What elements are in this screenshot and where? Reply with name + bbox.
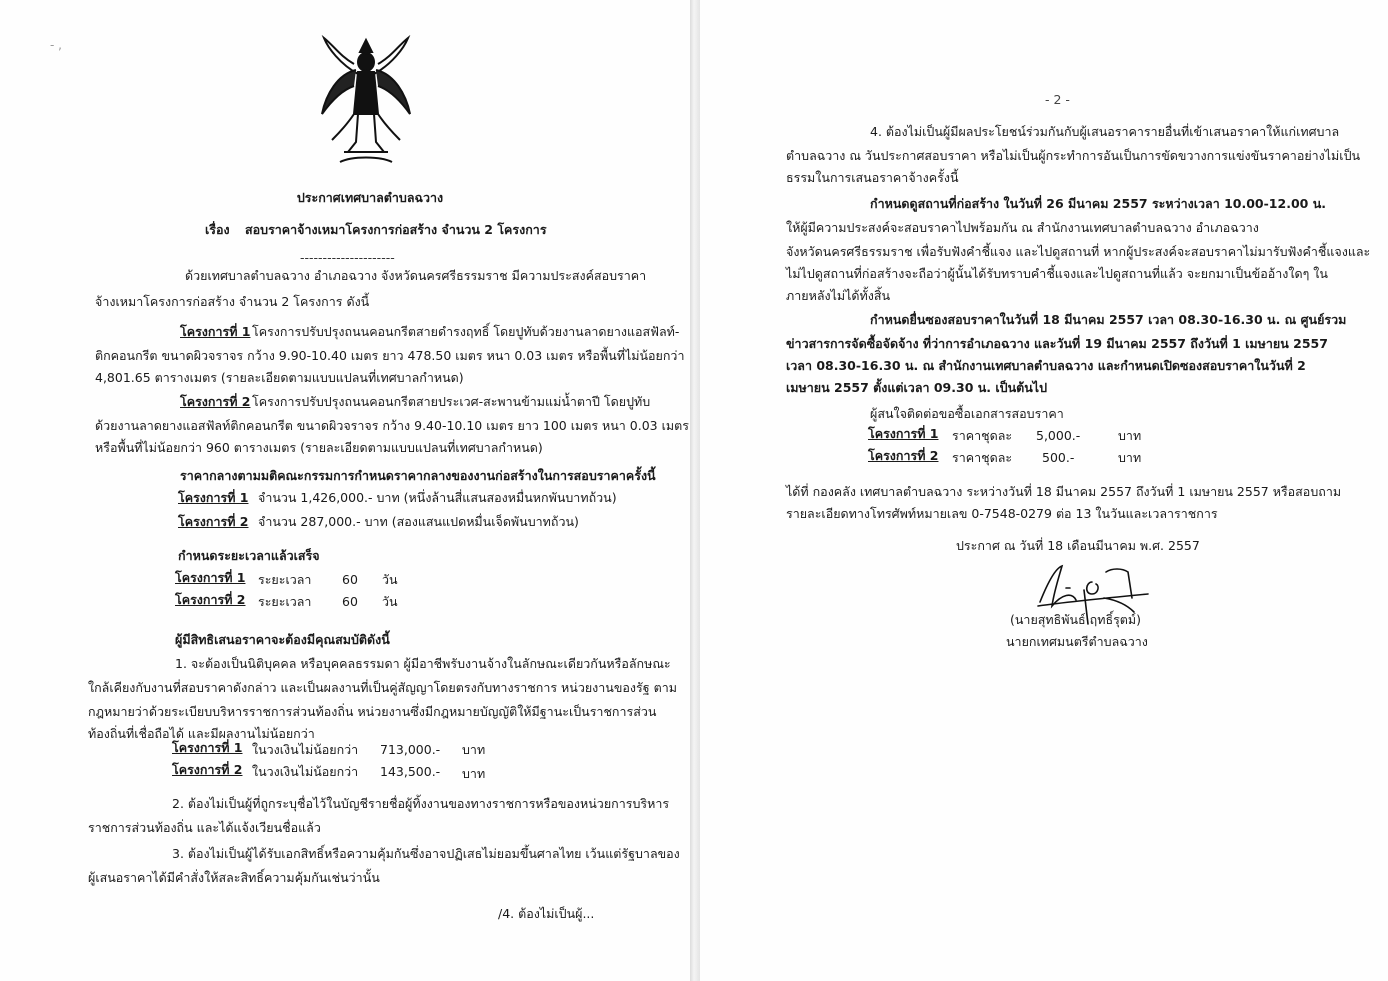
doc-project-1-word: ราคาชุดละ: [952, 428, 1013, 443]
min-project-2-unit: บาท: [462, 766, 486, 781]
duration-project-2-word: ระยะเวลา: [258, 594, 312, 609]
qualification-4-line-1: 4. ต้องไม่เป็นผู้มีผลประโยชน์ร่วมกันกับผู้เสนอราคารายอื่นที่เข้าเสนอราคาให้แก่เทศบาล: [870, 124, 1340, 139]
project-1-line-1: โครงการปรับปรุงถนนคอนกรีตสายดำรงฤทธิ์ โดยปูทับด้วยงานลาดยางแอสฟัลท์-: [252, 324, 680, 339]
submission-line-2: ข่าวสารการจัดซื้อจัดจ้าง ที่ว่าการอำเภอฉวาง และวันที่ 19 มีนาคม 2557 ถึงวันที่ 1 เมษายน 2557: [786, 336, 1328, 351]
page-number: - 2 -: [1045, 92, 1070, 107]
doc-project-2-unit: บาท: [1118, 450, 1142, 465]
median-price-heading: ราคากลางตามมติคณะกรรมการกำหนดราคากลางของงานก่อสร้างในการสอบราคาครั้งนี้: [180, 468, 656, 483]
min-project-2-amount: 143,500.-: [380, 764, 441, 779]
submission-line-4: เมษายน 2557 ตั้งแต่เวลา 09.30 น. เป็นต้นไป: [786, 380, 1048, 395]
contact-line-1: ได้ที่ กองคลัง เทศบาลตำบลฉวาง ระหว่างวันที่ 18 มีนาคม 2557 ถึงวันที่ 1 เมษายน 2557 หรือสอบถาม: [786, 484, 1342, 499]
intro-line-1: ด้วยเทศบาลตำบลฉวาง อำเภอฉวาง จังหวัดนครศรีธรรมราช มีความประสงค์สอบราคา: [185, 268, 647, 283]
document-page-1: [0, 0, 690, 981]
announcement-title: ประกาศเทศบาลตำบลฉวาง: [296, 190, 444, 205]
site-visit-line-1: กำหนดดูสถานที่ก่อสร้าง ในวันที่ 26 มีนาคม 2557 ระหว่างเวลา 10.00-12.00 น.: [870, 196, 1326, 211]
median-project-1-text: จำนวน 1,426,000.- บาท (หนึ่งล้านสี่แสนสองหมื่นหกพันบาทถ้วน): [258, 490, 617, 505]
documents-heading: ผู้สนใจติดต่อขอซื้อเอกสารสอบราคา: [870, 406, 1064, 421]
doc-project-1-label: โครงการที่ 1: [868, 426, 939, 441]
site-visit-line-5: ภายหลังไม่ได้ทั้งสิ้น: [786, 288, 891, 303]
submission-line-3: เวลา 08.30-16.30 น. ณ สำนักงานเทศบาลตำบลฉวาง และกำหนดเปิดซองสอบราคาในวันที่ 2: [786, 358, 1306, 373]
qualification-2-line-2: ราชการส่วนท้องถิ่น และได้แจ้งเวียนชื่อแล้ว: [88, 820, 321, 835]
min-project-1-unit: บาท: [462, 742, 486, 757]
min-project-1-label: โครงการที่ 1: [172, 740, 243, 755]
qualification-3-line-1: 3. ต้องไม่เป็นผู้ได้รับเอกสิทธิ์หรือความคุ้มกันซึ่งอาจปฏิเสธไม่ยอมขึ้นศาลไทย เว้นแต่รัฐบาลของ: [172, 846, 680, 861]
qualification-4-line-2: ตำบลฉวาง ณ วันประกาศสอบราคา หรือไม่เป็นผู้กระทำการอันเป็นการขัดขวางการแข่งขันราคาอย่างไม่เป็น: [786, 148, 1361, 163]
qualification-3-line-2: ผู้เสนอราคาได้มีคำสั่งให้สละสิทธิ์ความคุ้มกันเช่นว่านั้น: [88, 870, 380, 885]
min-project-2-word: ในวงเงินไม่น้อยกว่า: [252, 764, 359, 779]
doc-project-1-amount: 5,000.-: [1036, 428, 1081, 443]
doc-project-2-label: โครงการที่ 2: [868, 448, 939, 463]
subject-text: สอบราคาจ้างเหมาโครงการก่อสร้าง จำนวน 2 โครงการ: [245, 222, 547, 237]
project-1-label: โครงการที่ 1: [180, 324, 251, 339]
qualification-1-line-3: กฎหมายว่าด้วยระเบียบบริหารราชการส่วนท้องถิ่น หน่วยงานซึ่งมีกฎหมายบัญญัติให้มีฐานะเป็นราชการส่วน: [88, 704, 657, 719]
qualification-1-line-1: 1. จะต้องเป็นนิติบุคคล หรือบุคคลธรรมดา ผู้มีอาชีพรับงานจ้างในลักษณะเดียวกันหรือลักษณะ: [175, 656, 671, 671]
site-visit-line-3: จังหวัดนครศรีธรรมราช เพื่อรับฟังคำชี้แจง และไปดูสถานที่ หากผู้ประสงค์จะสอบราคาไม่มารับฟังคำชี้แจงและ: [786, 244, 1371, 259]
qualification-1-line-2: ใกล้เคียงกับงานที่สอบราคาดังกล่าว และเป็นผลงานที่เป็นคู่สัญญาโดยตรงกับทางราชการ หน่วยงานของรัฐ ตาม: [88, 680, 677, 695]
duration-project-1-days: 60: [342, 572, 358, 587]
median-project-2-label: โครงการที่ 2: [178, 514, 249, 529]
duration-project-2-label: โครงการที่ 2: [175, 592, 246, 607]
site-visit-line-2: ให้ผู้มีความประสงค์จะสอบราคาไปพร้อมกัน ณ สำนักงานเทศบาลตำบลฉวาง อำเภอฉวาง: [786, 220, 1259, 235]
project-2-line-2: ด้วยงานลาดยางแอสฟัลท์ติกคอนกรีต ขนาดผิวจราจร กว้าง 9.40-10.10 เมตร ยาว 100 เมตร หนา 0.03 เมตร: [95, 418, 689, 433]
duration-project-2-unit: วัน: [382, 594, 398, 609]
separator-line: ---------------------: [300, 250, 395, 265]
site-visit-line-4: ไม่ไปดูสถานที่ก่อสร้างจะถือว่าผู้นั้นได้รับทราบคำชี้แจงและไปดูสถานที่แล้ว จะยกมาเป็นข้ออ้างใดๆ ใน: [786, 266, 1328, 281]
qualification-heading: ผู้มีสิทธิเสนอราคาจะต้องมีคุณสมบัติดังนี้: [175, 632, 390, 647]
min-project-1-word: ในวงเงินไม่น้อยกว่า: [252, 742, 359, 757]
duration-project-1-label: โครงการที่ 1: [175, 570, 246, 585]
contact-line-2: รายละเอียดทางโทรศัพท์หมายเลข 0-7548-0279 ต่อ 13 ในวันและเวลาราชการ: [786, 506, 1218, 521]
document-page-2: [700, 0, 1388, 981]
scan-artifact: - ,: [50, 38, 62, 52]
qualification-2-line-1: 2. ต้องไม่เป็นผู้ที่ถูกระบุชื่อไว้ในบัญชีรายชื่อผู้ทิ้งงานของทางราชการหรือของหน่วยการบริหาร: [172, 796, 670, 811]
median-project-2-text: จำนวน 287,000.- บาท (สองแสนแปดหมื่นเจ็ดพันบาทถ้วน): [258, 514, 579, 529]
project-2-line-3: หรือพื้นที่ไม่น้อยกว่า 960 ตารางเมตร (รายละเอียดตามแบบแปลนที่เทศบาลกำหนด): [95, 440, 543, 455]
min-project-1-amount: 713,000.-: [380, 742, 441, 757]
intro-line-2: จ้างเหมาโครงการก่อสร้าง จำนวน 2 โครงการ ดังนี้: [95, 294, 370, 309]
qualification-4-line-3: ธรรมในการเสนอราคาจ้างครั้งนี้: [786, 170, 959, 185]
qualification-1-line-4: ท้องถิ่นที่เชื่อถือได้ และมีผลงานไม่น้อยกว่า: [88, 726, 315, 741]
garuda-emblem-icon: [318, 34, 414, 170]
duration-project-1-word: ระยะเวลา: [258, 572, 312, 587]
signer-name: (นายสุทธิพันธ์ ฤทธิ์รุตม์): [1010, 612, 1142, 627]
project-1-line-2: ติกคอนกรีต ขนาดผิวจราจร กว้าง 9.90-10.40 เมตร ยาว 478.50 เมตร หนา 0.03 เมตร หรือพื้นที่ไม่น้อยกว่า: [95, 348, 685, 363]
doc-project-1-unit: บาท: [1118, 428, 1142, 443]
duration-project-2-days: 60: [342, 594, 358, 609]
submission-line-1: กำหนดยื่นซองสอบราคาในวันที่ 18 มีนาคม 2557 เวลา 08.30-16.30 น. ณ ศูนย์รวม: [870, 312, 1347, 327]
project-2-label: โครงการที่ 2: [180, 394, 251, 409]
duration-heading: กำหนดระยะเวลาแล้วเสร็จ: [178, 548, 320, 563]
signer-title: นายกเทศมนตรีตำบลฉวาง: [1006, 634, 1148, 649]
doc-project-2-word: ราคาชุดละ: [952, 450, 1013, 465]
median-project-1-label: โครงการที่ 1: [178, 490, 249, 505]
duration-project-1-unit: วัน: [382, 572, 398, 587]
project-1-line-3: 4,801.65 ตารางเมตร (รายละเอียดตามแบบแปลนที่เทศบาลกำหนด): [95, 370, 464, 385]
min-project-2-label: โครงการที่ 2: [172, 762, 243, 777]
doc-project-2-amount: 500.-: [1042, 450, 1075, 465]
page-gutter: [690, 0, 700, 981]
continuation-note: /4. ต้องไม่เป็นผู้...: [498, 906, 595, 921]
project-2-line-1: โครงการปรับปรุงถนนคอนกรีตสายประเวศ-สะพานข้ามแม่น้ำตาปี โดยปูทับ: [252, 394, 651, 409]
announcement-date: ประกาศ ณ วันที่ 18 เดือนมีนาคม พ.ศ. 2557: [956, 538, 1200, 553]
subject-label: เรื่อง: [205, 222, 230, 237]
